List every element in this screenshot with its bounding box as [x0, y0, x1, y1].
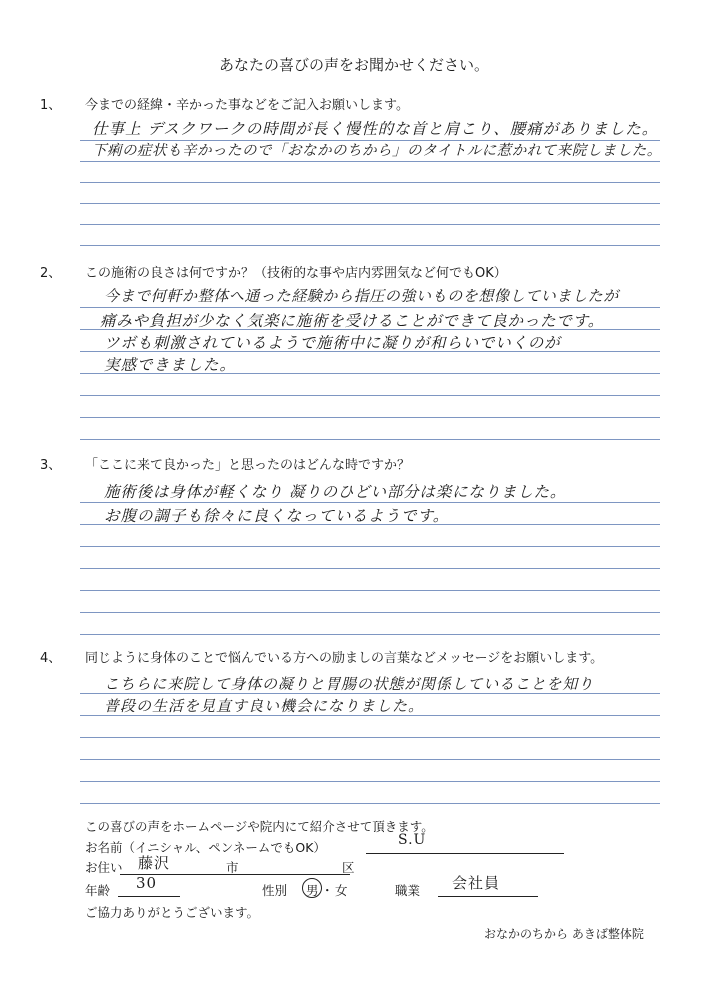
answer-line	[80, 417, 660, 418]
clinic-name: おなかのちから あきば整体院	[484, 927, 644, 941]
gender-selected-circle	[302, 878, 322, 898]
gender-male-option: 男	[306, 883, 319, 898]
answer-line	[80, 803, 660, 804]
gender-separator: ・	[321, 883, 334, 898]
thanks-text: ご協力ありがとうございます。	[85, 905, 260, 920]
answer-line	[80, 590, 660, 591]
answer-4-line-1: こちらに来院して身体の凝りと胃腸の状態が関係していることを知り	[104, 675, 594, 693]
name-value: S.U	[398, 832, 427, 848]
answer-line	[80, 612, 660, 613]
answer-line	[80, 634, 660, 635]
answer-line	[80, 502, 660, 503]
answer-line	[80, 307, 660, 308]
answer-2-line-4: 実感できました。	[104, 356, 237, 374]
answer-1-line-2: 下痢の症状も辛かったので「おなかのちから」のタイトルに惹かれて来院しました。	[92, 143, 662, 159]
job-label: 職業	[395, 883, 421, 898]
address-label: お住い	[85, 860, 123, 875]
question-3-number: 3、	[40, 458, 62, 473]
answer-2-line-2: 痛みや負担が少なく気楽に施術を受けることができて良かったです。	[100, 312, 605, 330]
question-4-text: 同じように身体のことで悩んでいる方への励ましの言葉などメッセージをお願いします。	[85, 651, 604, 666]
answer-3-line-1: 施術後は身体が軽くなり 凝りのひどい部分は楽になりました。	[104, 483, 567, 501]
answer-2-line-1: 今まで何軒か整体へ通った経験から指圧の強いものを想像していましたが	[104, 287, 619, 305]
address-ward-suffix: 区	[342, 860, 355, 875]
answer-line	[80, 781, 660, 782]
footer-intro: この喜びの声をホームページや院内にて紹介させて頂きます。	[85, 819, 434, 834]
age-value: 30	[136, 874, 158, 892]
answer-line	[80, 203, 660, 204]
name-label: お名前（イニシャル、ペンネームでもOK）	[85, 840, 326, 855]
age-underline	[118, 896, 180, 897]
answer-1-line-1: 仕事上 デスクワークの時間が長く慢性的な首と肩こり、腰痛がありました。	[92, 120, 659, 138]
answer-line	[80, 546, 660, 547]
question-2-number: 2、	[40, 266, 62, 281]
answer-4-line-2: 普段の生活を見直す良い機会になりました。	[104, 697, 425, 715]
question-1-text: 今までの経緯・辛かった事などをご記入お願いします。	[85, 98, 409, 113]
answer-3-line-2: お腹の調子も徐々に良くなっているようです。	[104, 507, 450, 525]
job-value: 会社員	[452, 874, 501, 892]
answer-line	[80, 759, 660, 760]
gender-female-option: 女	[335, 883, 348, 898]
question-1-number: 1、	[40, 98, 62, 113]
job-underline	[438, 896, 538, 897]
answer-line	[80, 439, 660, 440]
answer-line	[80, 737, 660, 738]
question-3-text: 「ここに来て良かった」と思ったのはどんな時ですか？	[85, 458, 411, 473]
page-title: あなたの喜びの声をお聞かせください。	[218, 56, 489, 74]
name-underline	[366, 853, 564, 854]
gender-label: 性別	[262, 883, 288, 898]
question-4-number: 4、	[40, 651, 62, 666]
answer-2-line-3: ツボも刺激されているようで施術中に凝りが和らいでいくのが	[104, 334, 561, 352]
age-label: 年齢	[85, 883, 111, 898]
address-city-suffix: 市	[226, 860, 239, 875]
answer-line	[80, 395, 660, 396]
question-2-text: この施術の良さは何ですか？（技術的な事や店内雰囲気など何でもOK）	[85, 266, 507, 281]
answer-line	[80, 568, 660, 569]
answer-line	[80, 245, 660, 246]
address-city-value: 藤沢	[138, 854, 171, 872]
answer-line	[80, 182, 660, 183]
answer-line	[80, 224, 660, 225]
answer-line	[80, 161, 660, 162]
